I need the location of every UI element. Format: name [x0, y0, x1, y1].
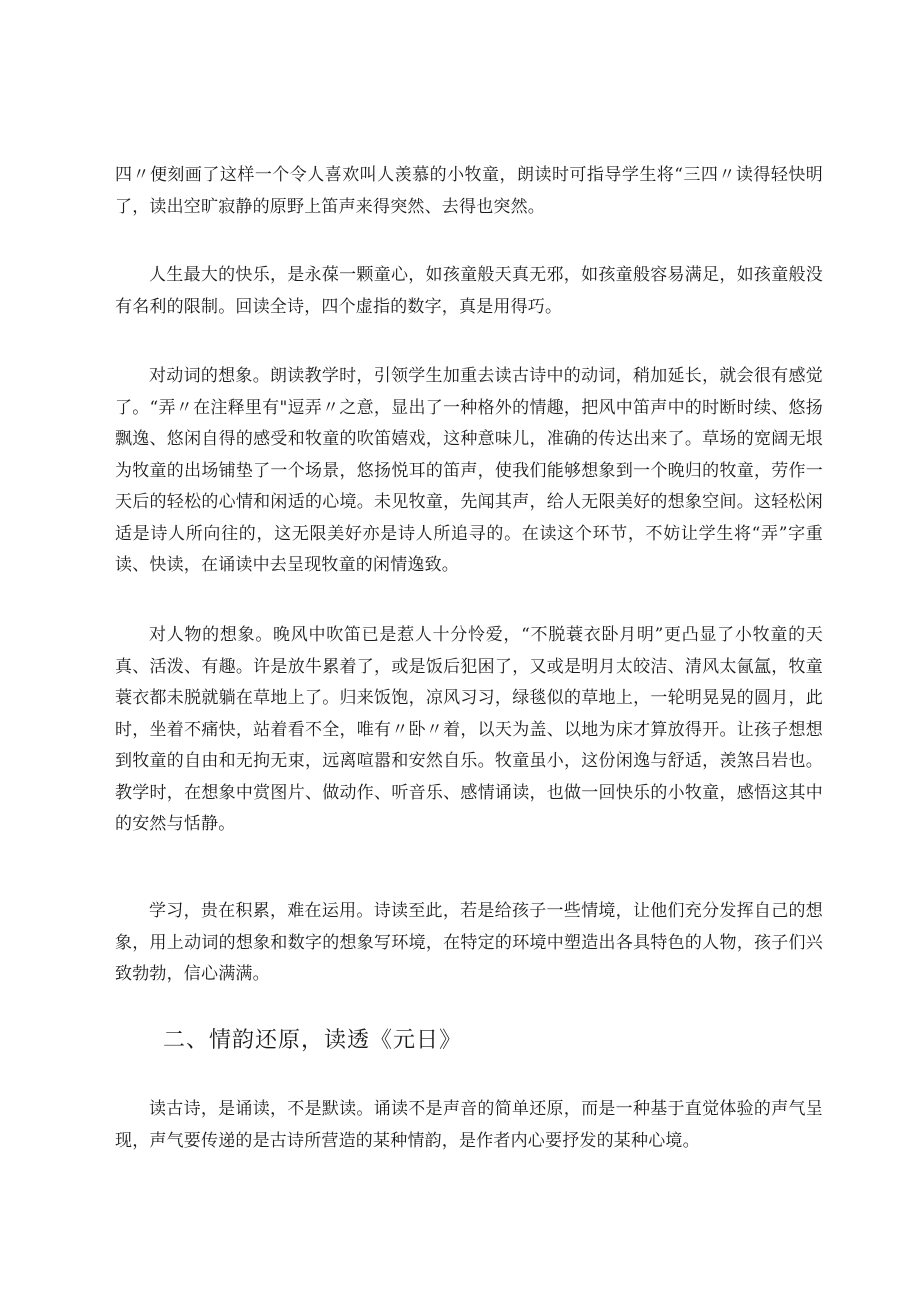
- paragraph-6: 读古诗，是诵读，不是默读。诵读不是声音的简单还原，而是一种基于直觉体验的声气呈现，声气要传递的是古诗所营造的某种情韵，是作者内心要抒发的某种心境。: [115, 1099, 823, 1151]
- paragraph-4: 对人物的想象。晚风中吹笛已是惹人十分怜爱，“不脱蓑衣卧月明”更凸显了小牧童的天真、活泼、有趣。许是放牛累着了，或是饭后犯困了，又或是明月太皎洁、清风太氤氲，牧童蓑衣都未脱就躺在草地上了。归来饭饱，凉风习习，绿毯似的草地上，一轮明晃晃的圆月，此时，坐着不痛快，站着看不全，唯有〃卧〃着，以天为盖、以地为床才算放得开。让孩子想想到牧童的自由和无拘无束，远离喧嚣和安然自乐。牧童虽小，这份闲逸与舒适，羡煞吕岩也。教学时，在想象中赏图片、做动作、听音乐、感情诵读，也做一回快乐的小牧童，感悟这其中的安然与恬静。: [115, 625, 823, 834]
- paragraph-2: 人生最大的快乐，是永葆一颗童心，如孩童般天真无邪，如孩童般容易满足，如孩童般没有名利的限制。回读全诗，四个虚指的数字，真是用得巧。: [115, 265, 823, 317]
- paragraph-5: 学习，贵在积累，难在运用。诗读至此，若是给孩子一些情境，让他们充分发挥自己的想象，用上动词的想象和数字的想象写环境，在特定的环境中塑造出各具特色的人物，孩子们兴致勃勃，信心满满。: [115, 901, 823, 984]
- section-heading: 二、情韵还原，读透《元日》: [163, 1028, 463, 1053]
- paragraph-3: 对动词的想象。朗读教学时，引领学生加重去读古诗中的动词，稍加延长，就会很有感觉了。“弄〃在注释里有"逗弄〃之意，显出了一种格外的情趣，把风中笛声中的时断时续、悠扬飘逸、悠闲自得的感受和牧童的吹笛嬉戏，这种意味儿，准确的传达出来了。草场的宽阔无垠为牧童的出场铺垫了一个场景，悠扬悦耳的笛声，使我们能够想象到一个晚归的牧童，劳作一天后的轻松的心情和闲适的心境。未见牧童，先闻其声，给人无限美好的想象空间。这轻松闲适是诗人所向往的，这无限美好亦是诗人所追寻的。在读这个环节，不妨让学生将“弄”字重读、快读，在诵读中去呈现牧童的闲情逸致。: [115, 366, 823, 575]
- paragraph-1: 四〃便刻画了这样一个令人喜欢叫人羡慕的小牧童，朗读时可指导学生将“三四〃读得轻快明了，读出空旷寂静的原野上笛声来得突然、去得也突然。: [115, 165, 823, 217]
